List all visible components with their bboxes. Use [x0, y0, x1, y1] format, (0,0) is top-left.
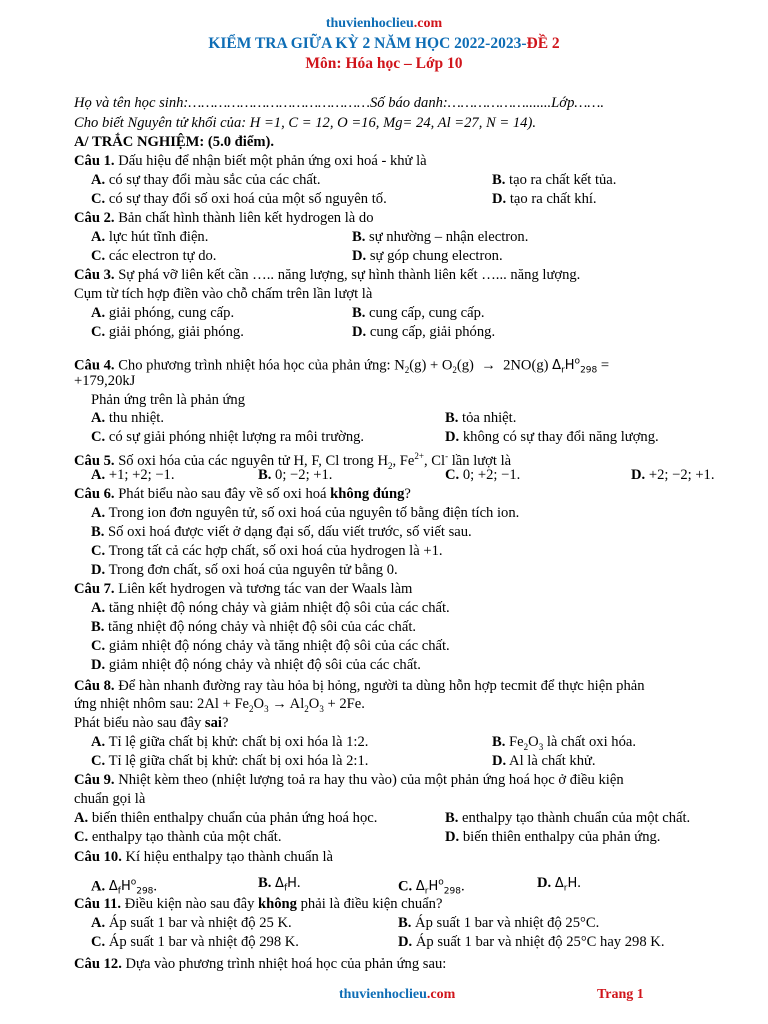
question-5: Câu 5. Số oxi hóa của các nguyên tử H, F, Cl trong $H_2$, $Fe^{2+}$, Cl- lần lượt là [74, 451, 512, 471]
question-3-line2: Cụm từ tích hợp điền vào chỗ chấm trên lần lượt là [74, 286, 373, 302]
q1-option-b: B. tạo ra chất kết tủa. [492, 172, 617, 188]
q6-option-b: B. Số oxi hoá được viết ở dạng đại số, dấu viết trước, số viết sau. [91, 524, 472, 540]
q9-option-a: A. biến thiên enthalpy chuẩn của phản ứng hoá học. [74, 810, 378, 826]
question-7: Câu 7. Liên kết hydrogen và tương tác van der Waals làm [74, 581, 413, 597]
q10-option-d: D. $\Delta_rH$. [537, 875, 581, 894]
q1-option-a: A. có sự thay đổi màu sắc của các chất. [91, 172, 321, 188]
section-heading: A/ TRẮC NGHIỆM: (5.0 điểm). [74, 134, 274, 150]
q9-option-c: C. enthalpy tạo thành của một chất. [74, 829, 282, 845]
q8-option-d: D. Al là chất khử. [492, 753, 596, 769]
question-3: Câu 3. Sự phá vỡ liên kết cần ….. năng lượng, sự hình thành liên kết …... năng lượng. [74, 267, 581, 283]
q5-option-b: B. 0; −2; +1. [258, 467, 333, 483]
student-info: Họ và tên học sinh:……………………………………Số báo danh:……………….......Lớp……. [74, 95, 604, 111]
q2-option-d: D. sự góp chung electron. [352, 248, 503, 264]
q5-option-c: C. 0; +2; −1. [445, 467, 521, 483]
q6-option-c: C. Trong tất cả các hợp chất, số oxi hoá của hydrogen là +1. [91, 543, 443, 559]
question-8-line3: Phát biểu nào sau đây sai? [74, 715, 229, 731]
question-9-line2: chuẩn gọi là [74, 791, 146, 807]
site-name: thuvienhoclieu.com [325, 16, 443, 31]
q3-option-b: B. cung cấp, cung cấp. [352, 305, 485, 321]
delta-h-symbol: $\Delta_fH^o_{298}$ [108, 878, 154, 897]
q7-option-b: B. tăng nhiệt độ nóng chảy và nhiệt độ sôi của các chất. [91, 619, 417, 635]
q2-option-c: C. các electron tự do. [91, 248, 217, 264]
question-9: Câu 9. Nhiệt kèm theo (nhiệt lượng toả ra hay thu vào) của một phản ứng hoá học ở điều kiện [74, 772, 624, 788]
question-6: Câu 6. Phát biểu nào sau đây về số oxi hoá không đúng? [74, 486, 411, 502]
q10-option-b: B. $\Delta_fH$. [258, 875, 301, 894]
q3-option-d: D. cung cấp, giải phóng. [352, 324, 496, 340]
q4-option-b: B. tỏa nhiệt. [445, 410, 517, 426]
q8-option-a: A. Tỉ lệ giữa chất bị khử: chất bị oxi hóa là 1:2. [91, 734, 369, 750]
delta-h-symbol: $\Delta_fH$ [275, 876, 297, 894]
q10-option-c: C. $\Delta_rH^o_{298}$. [398, 878, 465, 897]
q10-option-a: A. $\Delta_fH^o_{298}$. [91, 878, 158, 897]
q7-option-c: C. giảm nhiệt độ nóng chảy và tăng nhiệt độ sôi của các chất. [91, 638, 450, 654]
question-10: Câu 10. Kí hiệu enthalpy tạo thành chuẩn là [74, 849, 333, 865]
atomic-mass-note: Cho biết Nguyên tử khối của: H =1, C = 12, O =16, Mg= 24, Al =27, N = 14). [74, 115, 536, 131]
q2-option-b: B. sự nhường – nhận electron. [352, 229, 529, 245]
question-1: Câu 1. Dấu hiệu để nhận biết một phản ứng oxi hoá - khử là [74, 153, 427, 169]
q8-option-b: B. $Fe_2O_3$ là chất oxi hóa. [492, 734, 636, 752]
delta-h-symbol: $\Delta_rH$ [554, 876, 578, 894]
page-number: Trang 1 [597, 987, 644, 1002]
question-2: Câu 2. Bản chất hình thành liên kết hydrogen là do [74, 210, 374, 226]
q7-option-a: A. tăng nhiệt độ nóng chảy và giảm nhiệt độ sôi của các chất. [91, 600, 450, 616]
q4-option-d: D. không có sự thay đổi năng lượng. [445, 429, 659, 445]
q6-option-d: D. Trong đơn chất, số oxi hoá của nguyên tử bằng 0. [91, 562, 398, 578]
q8-option-c: C. Tỉ lệ giữa chất bị khử: chất bị oxi hóa là 2:1. [91, 753, 369, 769]
question-12: Câu 12. Dựa vào phương trình nhiệt hoá học của phản ứng sau: [74, 956, 447, 972]
q3-option-a: A. giải phóng, cung cấp. [91, 305, 235, 321]
question-8-line2: ứng nhiệt nhôm sau: $2Al + Fe_2O_3 \to Al_2O_3 + 2Fe$. [74, 696, 365, 714]
footer-site: thuvienhoclieu.com [339, 987, 456, 1002]
question-4: Câu 4. Cho phương trình nhiệt hóa học của phản ứng: $N_2(g) + O_2(g) \to 2NO(g) \Delta_rH^o_{298}$ = [74, 357, 610, 376]
q11-option-d: D. Áp suất 1 bar và nhiệt độ 25°C hay 298 K. [398, 934, 665, 950]
question-8: Câu 8. Để hàn nhanh đường ray tàu hỏa bị hỏng, người ta dùng hỗn hợp tecmit để thực hiện phản [74, 678, 645, 694]
q1-option-c: C. có sự thay đổi số oxi hoá của một số nguyên tố. [91, 191, 387, 207]
question-4-line2: Phản ứng trên là phản ứng [91, 392, 246, 408]
q4-option-c: C. có sự giải phóng nhiệt lượng ra môi trường. [91, 429, 365, 445]
q5-option-d: D. +2; −2; +1. [631, 467, 715, 483]
q9-option-d: D. biến thiên enthalpy của phản ứng. [445, 829, 661, 845]
q11-option-c: C. Áp suất 1 bar và nhiệt độ 298 K. [91, 934, 299, 950]
q3-option-c: C. giải phóng, giải phóng. [91, 324, 244, 340]
subject-line: Môn: Hóa học – Lớp 10 [305, 55, 463, 72]
q5-option-a: A. +1; +2; −1. [91, 467, 175, 483]
delta-h-symbol: $\Delta_rH^o_{298}$ [552, 357, 598, 376]
q9-option-b: B. enthalpy tạo thành chuẩn của một chất. [445, 810, 691, 826]
question-4-value: +179,20kJ [74, 373, 136, 389]
q11-option-a: A. Áp suất 1 bar và nhiệt độ 25 K. [91, 915, 292, 931]
delta-h-symbol: $\Delta_rH^o_{298}$ [415, 878, 461, 897]
page-title: KIỂM TRA GIỮA KỲ 2 NĂM HỌC 2022-2023-ĐỀ 2 [208, 35, 560, 52]
q7-option-d: D. giảm nhiệt độ nóng chảy và nhiệt độ sôi của các chất. [91, 657, 421, 673]
q6-option-a: A. Trong ion đơn nguyên tử, số oxi hoá của nguyên tố bằng điện tích ion. [91, 505, 520, 521]
q4-option-a: A. thu nhiệt. [91, 410, 164, 426]
q2-option-a: A. lực hút tĩnh điện. [91, 229, 209, 245]
question-11: Câu 11. Điều kiện nào sau đây không phải là điều kiện chuẩn? [74, 896, 443, 912]
q1-option-d: D. tạo ra chất khí. [492, 191, 597, 207]
q11-option-b: B. Áp suất 1 bar và nhiệt độ 25°C. [398, 915, 600, 931]
